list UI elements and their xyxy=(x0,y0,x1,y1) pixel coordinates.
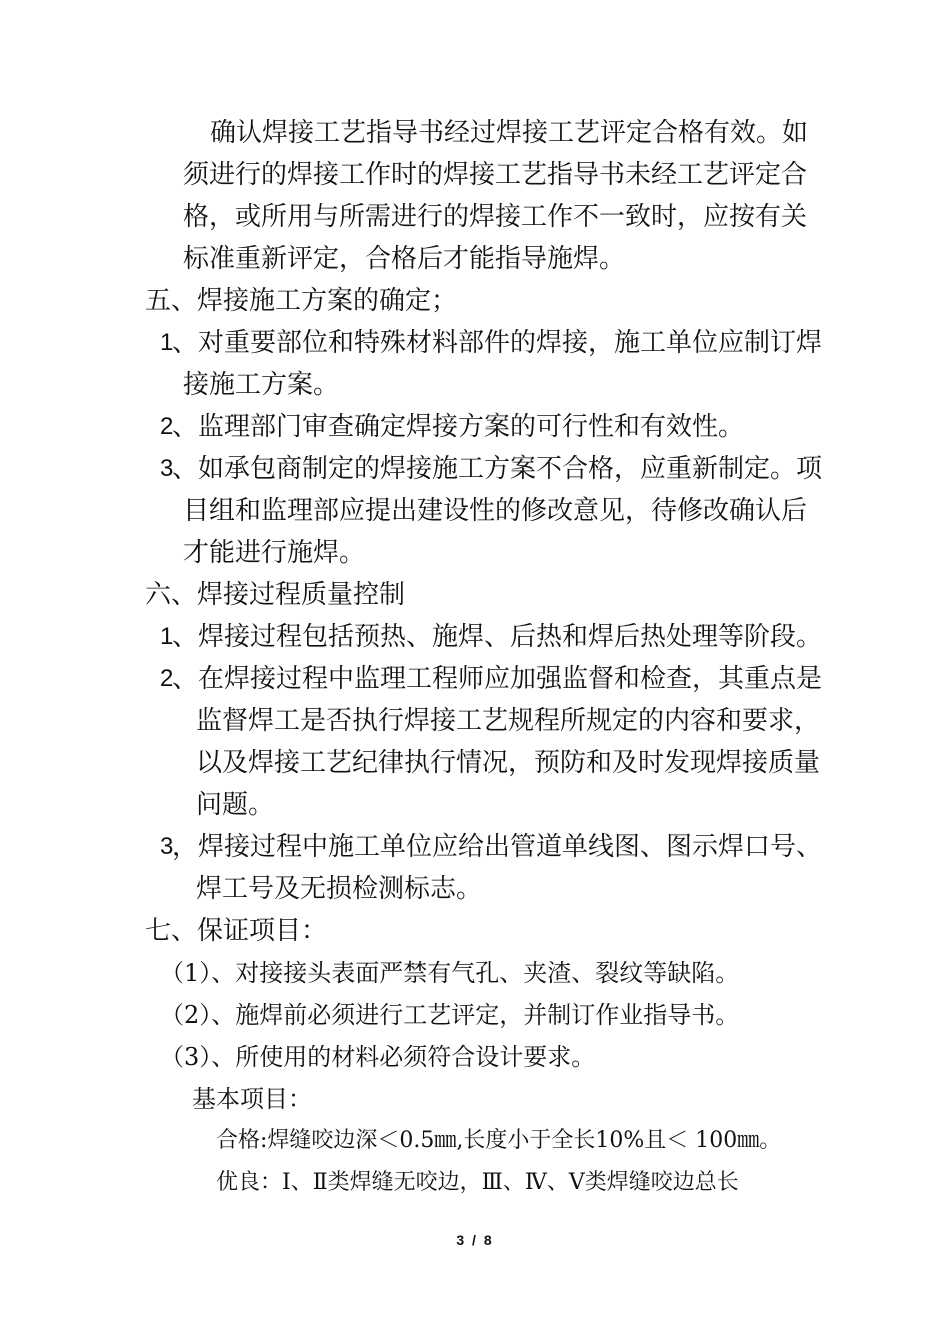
guarantee-item: （2）、施焊前必须进行工艺评定，并制订作业指导书。 xyxy=(160,1001,740,1029)
guarantee-item: （3）、所使用的材料必须符合设计要求。 xyxy=(160,1043,596,1071)
list-item-line: 、焊接过程包括预热、施焊、后热和焊后热处理等阶段。 xyxy=(172,622,823,652)
section-heading: 五、焊接施工方案的确定； xyxy=(145,286,458,316)
section-heading: 六、焊接过程质量控制 xyxy=(145,580,406,610)
list-item-number: 1 xyxy=(160,329,174,356)
list-item-number: 1 xyxy=(160,623,174,650)
list-item-line: 、监理部门审查确定焊接方案的可行性和有效性。 xyxy=(172,412,745,442)
paragraph-line: 确认焊接工艺指导书经过焊接工艺评定合格有效。如 xyxy=(210,118,809,148)
guarantee-item: （1）、对接接头表面严禁有气孔、夹渣、裂纹等缺陷。 xyxy=(160,959,740,987)
list-item-line: 目组和监理部应提出建设性的修改意见，待修改确认后 xyxy=(183,496,808,526)
list-item-line: 接施工方案。 xyxy=(183,370,340,400)
excellent-criterion: 优良：Ⅰ、Ⅱ类焊缝无咬边，Ⅲ、Ⅳ、Ⅴ类焊缝咬边总长 xyxy=(216,1170,739,1195)
list-item-line: 、如承包商制定的焊接施工方案不合格，应重新制定。项 xyxy=(172,454,823,484)
list-item-line: 才能进行施焊。 xyxy=(183,538,366,568)
paragraph-line: 须进行的焊接工作时的焊接工艺指导书未经工艺评定合 xyxy=(183,160,808,190)
list-item-number: 3 xyxy=(160,833,174,860)
list-item-line: 、在焊接过程中监理工程师应加强监督和检查，其重点是 xyxy=(172,664,823,694)
paragraph-line: 格，或所用与所需进行的焊接工作不一致时，应按有关 xyxy=(183,202,808,232)
list-item-number: 3 xyxy=(160,455,174,482)
list-item-number: 2 xyxy=(160,413,174,440)
list-item-line: ，焊接过程中施工单位应给出管道单线图、图示焊口号、 xyxy=(172,832,823,862)
basic-items-heading: 基本项目： xyxy=(192,1085,312,1113)
section-heading: 七、保证项目： xyxy=(145,916,328,946)
list-item-line: 焊工号及无损检测标志。 xyxy=(196,874,483,904)
list-item-number: 2 xyxy=(160,665,174,692)
list-item-line: 、对重要部位和特殊材料部件的焊接，施工单位应制订焊 xyxy=(172,328,823,358)
page-number: 3 / 8 xyxy=(456,1232,494,1248)
list-item-line: 监督焊工是否执行焊接工艺规程所规定的内容和要求， xyxy=(196,706,821,736)
paragraph-line: 标准重新评定，合格后才能指导施焊。 xyxy=(183,244,626,274)
list-item-line: 以及焊接工艺纪律执行情况，预防和及时发现焊接质量 xyxy=(196,748,821,778)
qualified-criterion: 合格:焊缝咬边深＜0.5㎜,长度小于全长10%且＜ 100㎜。 xyxy=(216,1128,782,1153)
list-item-line: 问题。 xyxy=(196,790,275,820)
